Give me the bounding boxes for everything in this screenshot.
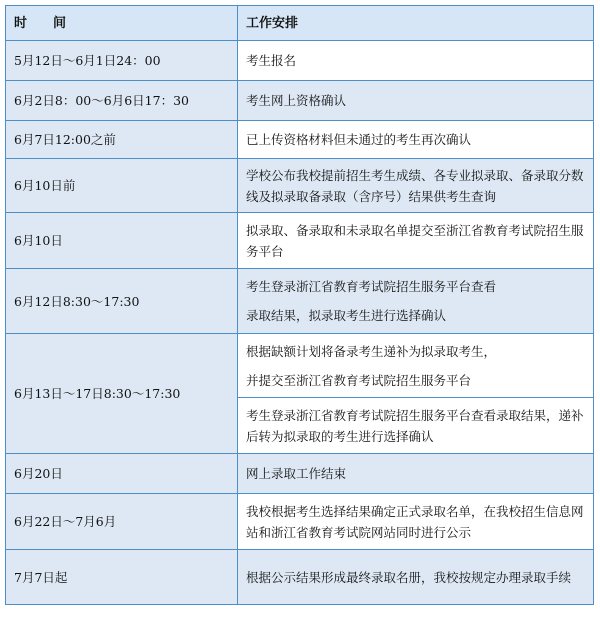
row-task xyxy=(238,269,594,334)
row-time: 6月10日 xyxy=(6,213,238,269)
row-task: 网上录取工作结束 xyxy=(238,454,594,494)
row-task-line: 录取结果，拟录取考生进行选择确认 xyxy=(246,308,447,323)
row-time: 6月22日～7月6月 xyxy=(6,494,238,550)
schedule-table xyxy=(5,5,594,605)
row-task: 学校公布我校提前招生考生成绩、各专业拟录取、备录取分数线及拟录取备录取（含序号）结果供考生查询 xyxy=(238,159,594,213)
table-row xyxy=(6,121,594,159)
row-time: 7月7日起 xyxy=(6,550,238,605)
row-time: 5月12日～6月1日24：00 xyxy=(6,41,238,81)
row-task: 根据公示结果形成最终录取名册，我校按规定办理录取手续 xyxy=(238,550,594,605)
row-time: 6月13日～17日8:30～17:30 xyxy=(6,334,238,454)
row-task: 考生登录浙江省教育考试院招生服务平台查看录取结果，递补后转为拟录取的考生进行选择确认 xyxy=(238,398,594,454)
table-row xyxy=(6,494,594,550)
table-row xyxy=(6,269,594,334)
row-time: 6月10日前 xyxy=(6,159,238,213)
schedule-container xyxy=(5,5,593,617)
header-task: 工作安排 xyxy=(238,6,594,41)
row-time: 6月7日12:00之前 xyxy=(6,121,238,159)
row-task: 考生网上资格确认 xyxy=(238,81,594,121)
row-time: 6月2日8：00～6月6日17：30 xyxy=(6,81,238,121)
table-row xyxy=(6,81,594,121)
row-task: 考生报名 xyxy=(238,41,594,81)
row-task: 已上传资格材料但未通过的考生再次确认 xyxy=(238,121,594,159)
row-task-line: 并提交至浙江省教育考试院招生服务平台 xyxy=(246,372,472,388)
header-row xyxy=(6,6,594,41)
row-task: 拟录取、备录取和未录取名单提交至浙江省教育考试院招生服务平台 xyxy=(238,213,594,269)
table-row xyxy=(6,159,594,213)
row-task-line: 考生登录浙江省教育考试院招生服务平台查看 xyxy=(246,279,497,294)
table-row xyxy=(6,550,594,605)
table-row xyxy=(6,41,594,81)
row-time: 6月20日 xyxy=(6,454,238,494)
row-task xyxy=(238,334,594,398)
table-row xyxy=(6,213,594,269)
row-time: 6月12日8:30～17:30 xyxy=(6,269,238,334)
header-time: 时 间 xyxy=(6,6,238,41)
row-task-line: 根据缺额计划将备录考生递补为拟录取考生， xyxy=(246,343,497,359)
table-row xyxy=(6,454,594,494)
row-task: 我校根据考生选择结果确定正式录取名单，在我校招生信息网站和浙江省教育考试院网站同时进行公示 xyxy=(238,494,594,550)
table-row xyxy=(6,334,594,398)
